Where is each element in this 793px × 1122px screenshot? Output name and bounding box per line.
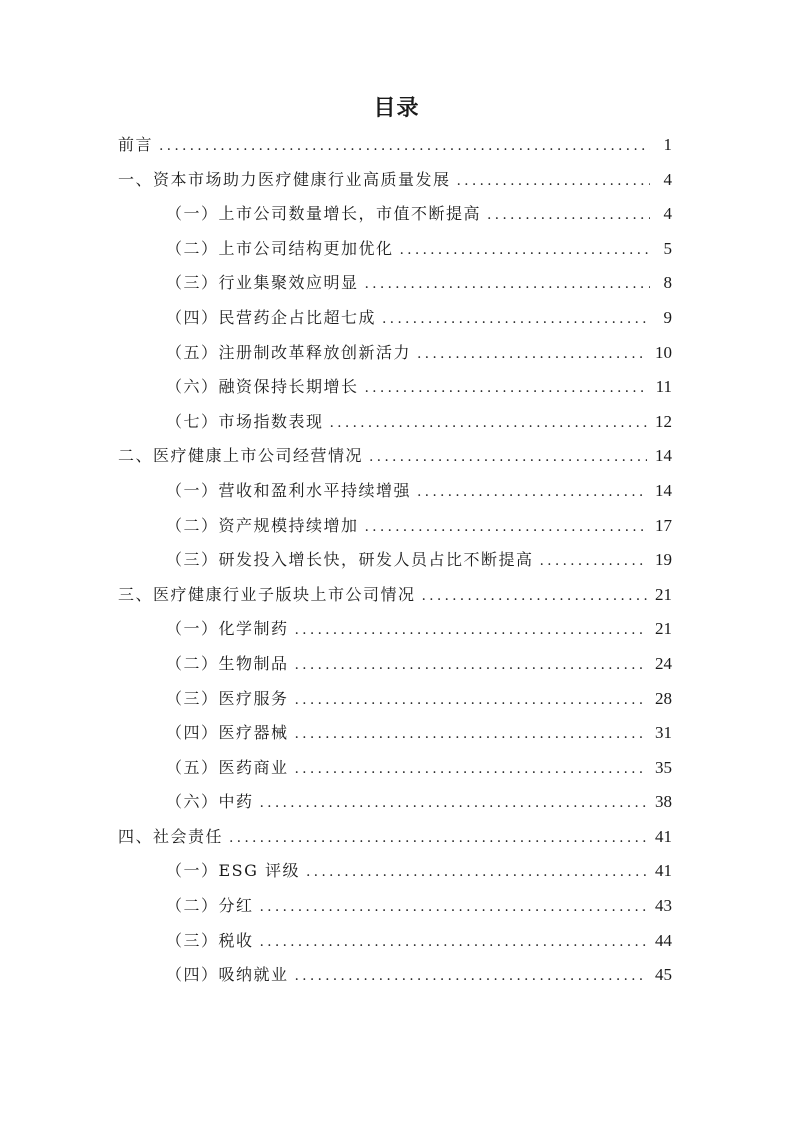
toc-entry[interactable] — [118, 820, 672, 855]
dot-leader — [365, 267, 650, 302]
toc-entry-page-number: 19 — [655, 550, 672, 570]
toc-entry[interactable] — [118, 958, 672, 993]
toc-entry-page-number: 41 — [655, 826, 672, 846]
toc-entry-page-number: 44 — [655, 930, 672, 950]
toc-entry-page-number: 17 — [655, 515, 672, 535]
toc-entry-label: （三）行业集聚效应明显 — [166, 273, 359, 293]
toc-entry[interactable] — [118, 889, 672, 924]
toc-entry[interactable] — [118, 439, 672, 474]
dot-leader — [330, 406, 647, 441]
dot-leader — [295, 752, 647, 787]
toc-entry[interactable] — [118, 509, 672, 544]
toc-entry-page-number: 10 — [655, 342, 672, 362]
dot-leader — [365, 371, 648, 406]
toc-entry-label: （四）民营药企占比超七成 — [166, 307, 377, 327]
toc-entry[interactable] — [118, 682, 672, 717]
toc-entry-label: （五）注册制改革释放创新活力 — [166, 342, 412, 362]
dot-leader — [382, 302, 650, 337]
dot-leader — [365, 510, 647, 545]
toc-entry-page-number: 1 — [663, 135, 672, 154]
toc-entry[interactable] — [118, 474, 672, 509]
toc-entry[interactable] — [118, 647, 672, 682]
dot-leader — [540, 544, 647, 579]
toc-entry[interactable] — [118, 301, 672, 336]
toc-entry-label: 二、医疗健康上市公司经营情况 — [118, 446, 364, 466]
toc-entry-label: （一）化学制药 — [166, 619, 289, 639]
toc-entry-label: （六）融资保持长期增长 — [166, 377, 359, 397]
toc-entry-label: （五）医药商业 — [166, 757, 289, 777]
dot-leader — [400, 233, 650, 268]
toc-entry-label: 四、社会责任 — [118, 826, 224, 846]
toc-entry-label: 前言 — [118, 135, 154, 154]
toc-entry-page-number: 31 — [655, 723, 672, 743]
toc-entry-page-number: 14 — [655, 480, 672, 500]
toc-entry-label: （三）税收 — [166, 930, 254, 950]
toc-entry-page-number: 8 — [663, 273, 672, 293]
toc-entry-page-number: 14 — [655, 446, 672, 466]
toc-entry-label: （二）分红 — [166, 896, 254, 916]
toc-entry[interactable] — [118, 854, 672, 889]
dot-leader — [417, 337, 647, 372]
toc-entry-page-number: 5 — [663, 238, 672, 258]
toc-entry-label: （三）医疗服务 — [166, 688, 289, 708]
toc-entry[interactable] — [118, 612, 672, 647]
toc-entry-label: （二）资产规模持续增加 — [166, 515, 359, 535]
dot-leader — [487, 198, 650, 233]
dot-leader — [369, 440, 647, 475]
toc-entry-label: （一）上市公司数量增长，市值不断提高 — [166, 204, 482, 224]
dot-leader — [260, 786, 647, 821]
dot-leader — [260, 925, 647, 960]
toc-entry-page-number: 38 — [655, 792, 672, 812]
toc-entry[interactable] — [118, 405, 672, 440]
dot-leader — [422, 579, 647, 614]
toc-entry-label: 一、资本市场助力医疗健康行业高质量发展 — [118, 169, 451, 189]
dot-leader — [295, 648, 647, 683]
dot-leader — [417, 475, 647, 510]
toc-entry-label: （二）生物制品 — [166, 653, 289, 673]
toc-entry[interactable] — [118, 163, 672, 198]
toc-entry-label: （四）医疗器械 — [166, 723, 289, 743]
toc-entry-page-number: 21 — [655, 584, 672, 604]
toc-entry-page-number: 21 — [655, 619, 672, 639]
toc-entry-page-number: 9 — [663, 307, 672, 327]
toc-entry-label: （二）上市公司结构更加优化 — [166, 238, 394, 258]
toc-entry[interactable] — [118, 543, 672, 578]
toc-entry[interactable] — [118, 128, 672, 163]
toc-entry[interactable] — [118, 197, 672, 232]
page-title: 目录 — [373, 96, 420, 121]
toc-entry-label: （一）ESG 评级 — [166, 861, 301, 881]
toc-entry[interactable] — [118, 336, 672, 371]
toc-entry-label: （七）市场指数表现 — [166, 411, 324, 431]
toc-entry-label: 三、医疗健康行业子版块上市公司情况 — [118, 584, 416, 604]
dot-leader — [295, 613, 647, 648]
toc-entry[interactable] — [118, 232, 672, 267]
dot-leader — [260, 890, 647, 925]
toc-entry-page-number: 45 — [655, 965, 672, 985]
toc-entry-page-number: 35 — [655, 757, 672, 777]
toc-entry-label: （三）研发投入增长快，研发人员占比不断提高 — [166, 550, 534, 570]
table-of-contents — [118, 128, 672, 993]
toc-entry[interactable] — [118, 751, 672, 786]
toc-entry[interactable] — [118, 924, 672, 959]
toc-entry[interactable] — [118, 716, 672, 751]
toc-entry-page-number: 12 — [655, 411, 672, 431]
toc-entry-label: （一）营收和盈利水平持续增强 — [166, 480, 412, 500]
toc-entry[interactable] — [118, 578, 672, 613]
toc-entry-page-number: 4 — [663, 204, 672, 224]
dot-leader — [229, 821, 647, 856]
toc-entry-page-number: 43 — [655, 896, 672, 916]
toc-entry[interactable] — [118, 370, 672, 405]
dot-leader — [457, 164, 650, 199]
toc-entry[interactable] — [118, 785, 672, 820]
toc-entry-label: （六）中药 — [166, 792, 254, 812]
toc-entry-page-number: 41 — [655, 861, 672, 881]
dot-leader — [295, 959, 647, 994]
dot-leader — [159, 129, 650, 164]
toc-entry-page-number: 28 — [655, 688, 672, 708]
dot-leader — [295, 717, 647, 752]
dot-leader — [295, 683, 647, 718]
toc-entry-page-number: 11 — [655, 377, 672, 397]
toc-entry-page-number: 24 — [655, 653, 672, 673]
toc-entry[interactable] — [118, 266, 672, 301]
toc-entry-label: （四）吸纳就业 — [166, 965, 289, 985]
dot-leader — [306, 855, 647, 890]
toc-entry-page-number: 4 — [663, 169, 672, 189]
